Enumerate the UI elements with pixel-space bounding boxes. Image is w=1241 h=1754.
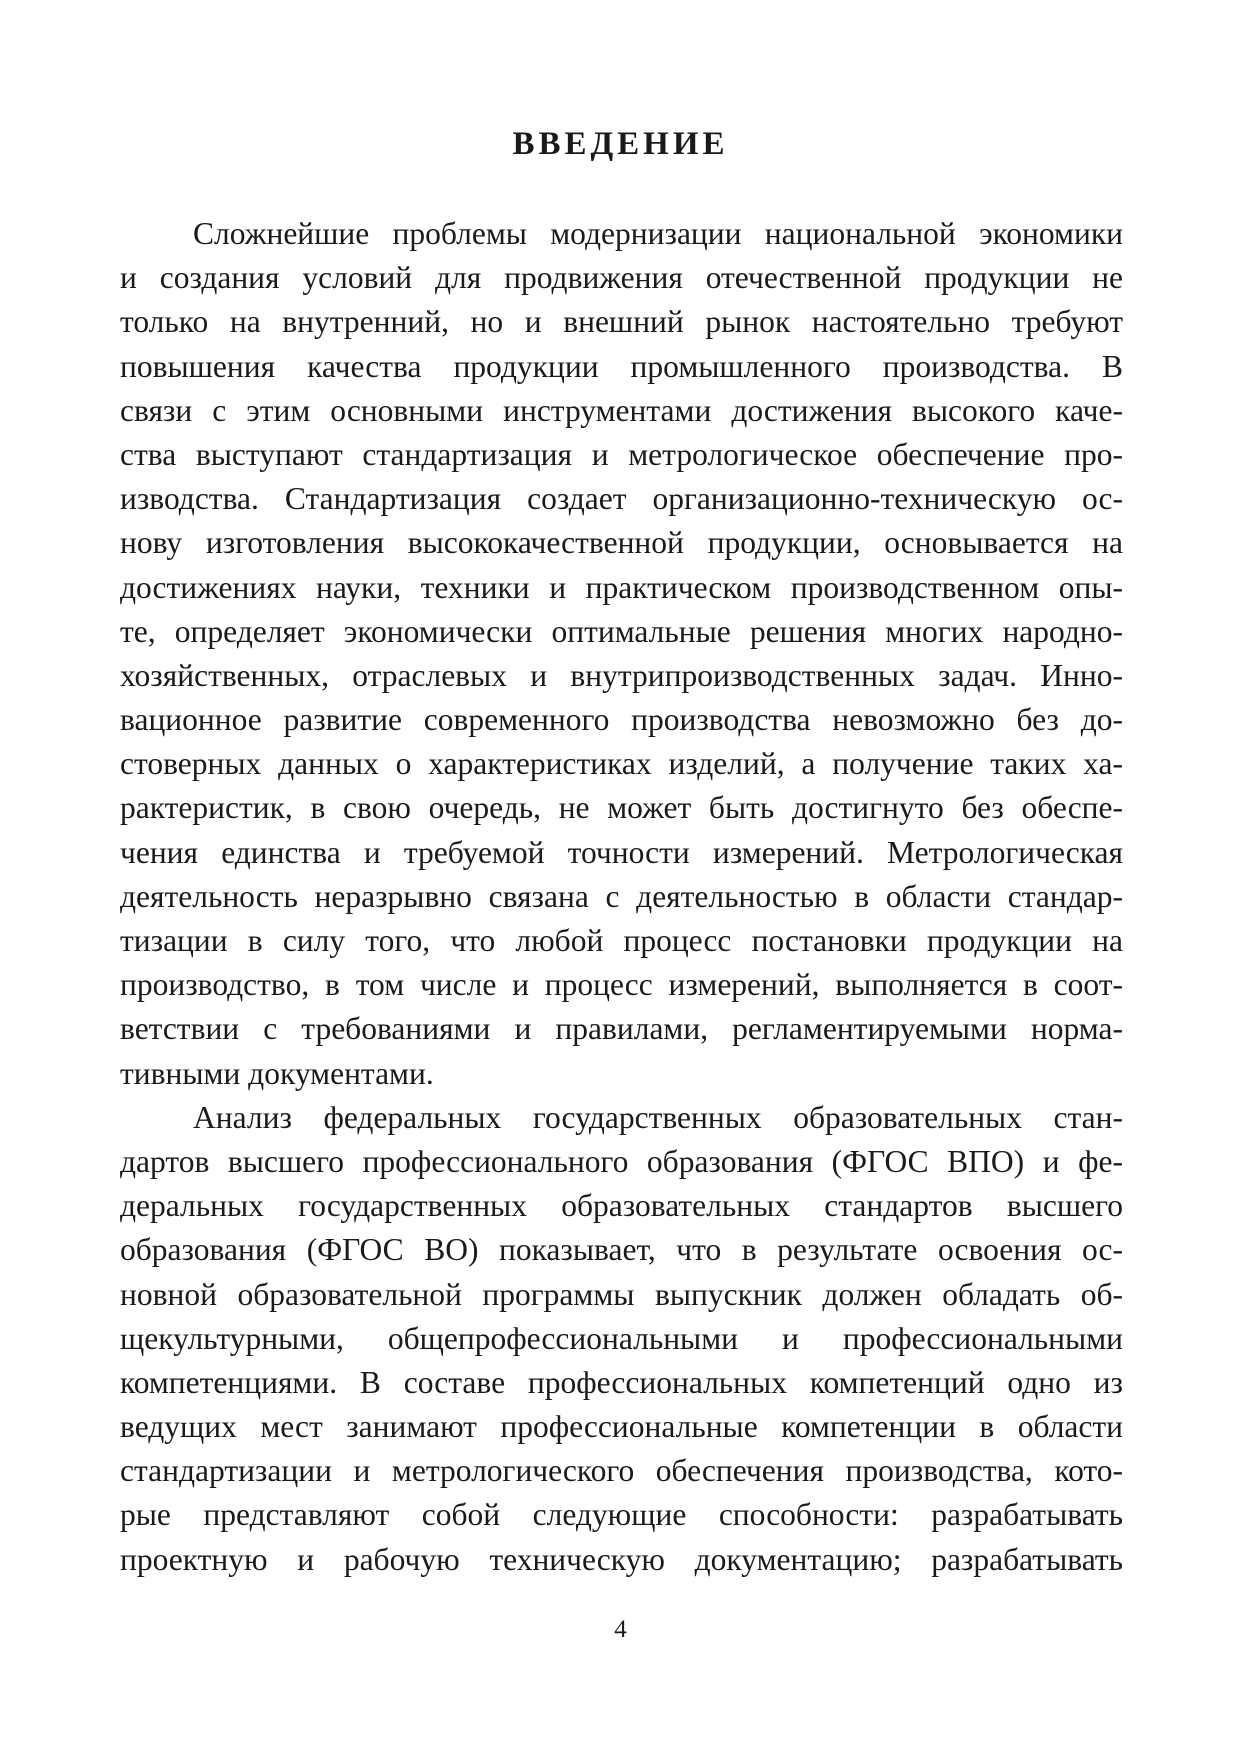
text-line: ветствии с требованиями и правилами, регламентируемыми норма- <box>120 1011 1123 1047</box>
text-line: деятельность неразрывно связана с деятельностью в области стандар- <box>120 878 1123 914</box>
page-number: 4 <box>614 1616 627 1643</box>
text-line: компетенциями. В составе профессиональных компетенций одно из <box>120 1364 1123 1400</box>
text-line: производство, в том числе и процесс измерений, выполняется в соот- <box>120 967 1123 1003</box>
text-line: новной образовательной программы выпускник должен обладать об- <box>120 1276 1123 1312</box>
text-line: образования (ФГОС ВО) показывает, что в результате освоения ос- <box>120 1232 1123 1268</box>
text-line: достижениях науки, техники и практическом производственном опы- <box>120 569 1123 605</box>
text-line: деральных государственных образовательных стандартов высшего <box>120 1188 1123 1224</box>
text-line: дартов высшего профессионального образования (ФГОС ВПО) и фе- <box>120 1143 1123 1179</box>
text-line: проектную и рабочую техническую документацию; разрабатывать <box>120 1541 1123 1577</box>
text-line: хозяйственных, отраслевых и внутрипроизводственных задач. Инно- <box>120 657 1123 693</box>
text-line: тивными документами. <box>120 1055 434 1091</box>
text-line: повышения качества продукции промышленного производства. В <box>120 348 1123 384</box>
text-line: изводства. Стандартизация создает организационно-техническую ос- <box>120 481 1123 517</box>
text-line: вационное развитие современного производства невозможно без до- <box>120 702 1123 738</box>
text-line: и создания условий для продвижения отечественной продукции не <box>120 260 1123 296</box>
text-line: ведущих мест занимают профессиональные компетенции в области <box>120 1409 1123 1445</box>
paragraph-2 <box>120 1096 1123 1582</box>
text-line: стандартизации и метрологического обеспечения производства, кото- <box>120 1453 1123 1489</box>
text-line: нову изготовления высококачественной продукции, основывается на <box>120 525 1123 561</box>
text-line: ства выступают стандартизация и метрологическое обеспечение про- <box>120 436 1123 472</box>
page-title: ВВЕДЕНИЕ <box>512 126 729 162</box>
text-line: стоверных данных о характеристиках изделий, а получение таких ха- <box>120 746 1123 782</box>
text-line: тизации в силу того, что любой процесс постановки продукции на <box>120 923 1123 958</box>
text-line: Сложнейшие проблемы модернизации национальной экономики <box>193 216 1123 251</box>
text-line: рые представляют собой следующие способности: разрабатывать <box>120 1497 1123 1533</box>
text-line: только на внутренний, но и внешний рынок настоятельно требуют <box>120 304 1123 340</box>
body-text <box>120 212 1123 1582</box>
text-line: связи с этим основными инструментами достижения высокого каче- <box>120 392 1123 428</box>
text-line: щекультурными, общепрофессиональными и профессиональными <box>120 1320 1123 1356</box>
paragraph-1 <box>120 212 1123 1096</box>
text-line: Анализ федеральных государственных образовательных стан- <box>193 1099 1123 1135</box>
text-line: чения единства и требуемой точности измерений. Метрологическая <box>120 834 1123 870</box>
text-line: рактеристик, в свою очередь, не может быть достигнуто без обеспе- <box>120 790 1123 826</box>
text-line: те, определяет экономически оптимальные решения многих народно- <box>120 613 1123 649</box>
